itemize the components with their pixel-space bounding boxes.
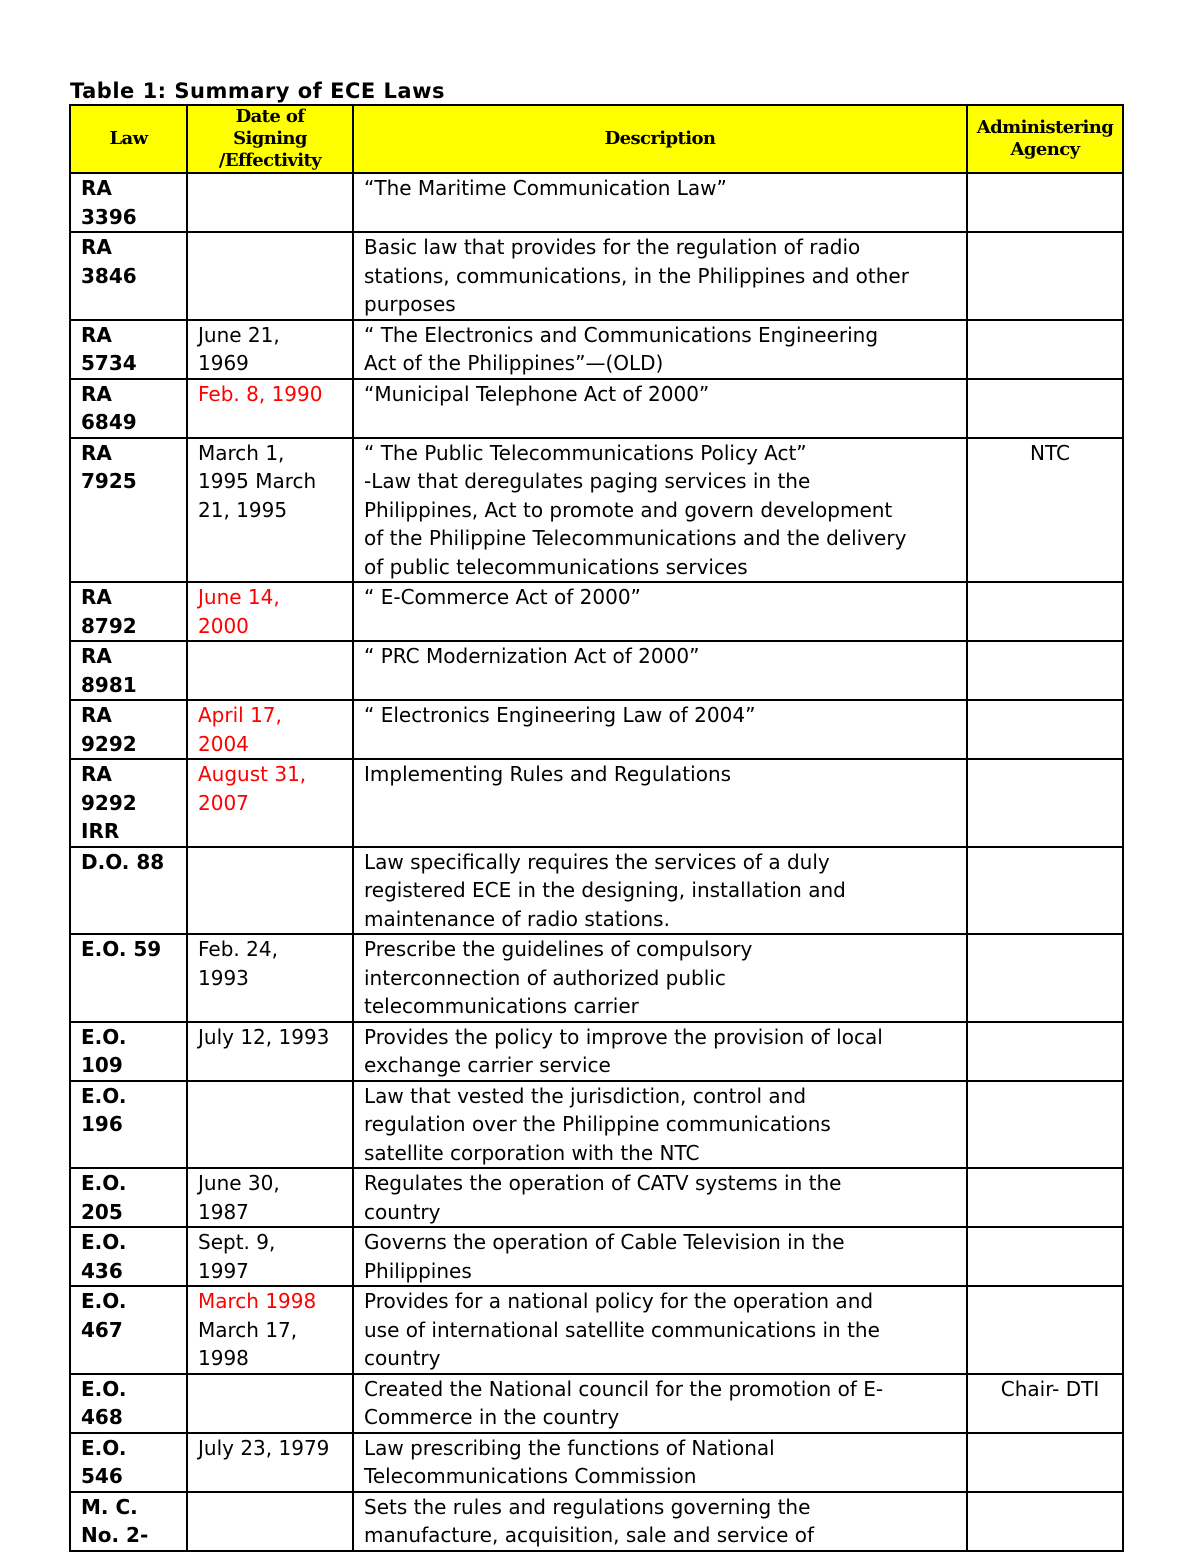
table-title: Table 1: Summary of ECE Laws xyxy=(70,79,445,103)
description-line: Provides the policy to improve the provision of local xyxy=(364,1024,883,1049)
description-cell xyxy=(353,438,967,583)
description-line: “ PRC Modernization Act of 2000” xyxy=(364,644,700,668)
description-line: exchange carrier service xyxy=(364,1053,611,1077)
table-body xyxy=(70,173,1123,1551)
table-row xyxy=(70,1081,1123,1169)
agency-cell xyxy=(967,582,1123,641)
table-row xyxy=(70,1168,1123,1227)
law-code: E.O. xyxy=(81,1435,127,1460)
law-code: RA xyxy=(81,644,112,668)
law-code: IRR xyxy=(81,819,120,843)
law-cell xyxy=(70,1286,187,1374)
date-line: June 30, xyxy=(198,1171,280,1195)
law-cell xyxy=(70,1227,187,1286)
table-row xyxy=(70,1022,1123,1081)
description-cell xyxy=(353,1492,967,1551)
description-line: satellite corporation with the NTC xyxy=(364,1140,700,1165)
description-cell xyxy=(353,1081,967,1169)
date-line: Sept. 9, xyxy=(198,1230,276,1254)
table-row xyxy=(70,641,1123,700)
agency-cell xyxy=(967,1168,1123,1227)
description-cell xyxy=(353,847,967,935)
agency-cell xyxy=(967,320,1123,379)
law-code: 546 xyxy=(81,1464,123,1488)
description-cell xyxy=(353,320,967,379)
header-agency-line: Administering xyxy=(976,117,1114,138)
description-line: Law prescribing the functions of National xyxy=(364,1435,775,1460)
description-line: of the Philippine Telecommunications and the delivery xyxy=(364,526,907,550)
description-line: “The Maritime Communication Law” xyxy=(364,176,727,200)
date-cell xyxy=(187,232,353,320)
law-cell xyxy=(70,582,187,641)
header-date xyxy=(187,105,353,173)
law-code: 468 xyxy=(81,1405,123,1429)
law-code: 9292 xyxy=(81,731,137,756)
agency-cell xyxy=(967,759,1123,847)
description-line: “ The Public Telecommunications Policy Act” xyxy=(364,440,807,465)
date-cell xyxy=(187,1022,353,1081)
agency-cell xyxy=(967,438,1123,583)
date-line: Feb. 24, xyxy=(198,937,278,961)
date-line: 2004 xyxy=(198,731,249,756)
date-cell xyxy=(187,379,353,438)
date-line: 1987 xyxy=(198,1199,249,1224)
date-line: March 17, xyxy=(198,1317,298,1342)
law-code: 436 xyxy=(81,1258,123,1283)
description-cell xyxy=(353,173,967,232)
agency-cell xyxy=(967,173,1123,232)
description-line: “Municipal Telephone Act of 2000” xyxy=(364,381,710,406)
date-line: June 21, xyxy=(198,322,280,347)
law-code: M. C. xyxy=(81,1494,138,1519)
law-code: 3396 xyxy=(81,204,137,229)
agency-cell xyxy=(967,1286,1123,1374)
law-code: 205 xyxy=(81,1199,123,1224)
description-line: purposes xyxy=(364,292,456,316)
date-cell xyxy=(187,934,353,1022)
law-code: RA xyxy=(81,176,112,200)
date-cell xyxy=(187,1374,353,1433)
header-description: Description xyxy=(353,105,967,173)
date-line: 2000 xyxy=(198,613,249,638)
description-line: manufacture, acquisition, sale and service of xyxy=(364,1523,815,1547)
date-cell xyxy=(187,759,353,847)
description-cell xyxy=(353,934,967,1022)
date-line: March 1998 xyxy=(198,1289,317,1313)
table-row xyxy=(70,1433,1123,1492)
agency-name: Chair- DTI xyxy=(1000,1376,1100,1401)
law-code: No. 2- xyxy=(81,1523,149,1547)
description-cell xyxy=(353,641,967,700)
law-code: 5734 xyxy=(81,351,137,375)
table-header-row xyxy=(70,105,1123,173)
header-agency xyxy=(967,105,1123,173)
law-code: RA xyxy=(81,585,112,609)
agency-cell xyxy=(967,1081,1123,1169)
description-cell xyxy=(353,1022,967,1081)
date-cell xyxy=(187,582,353,641)
law-cell xyxy=(70,1374,187,1433)
table-row xyxy=(70,847,1123,935)
description-line: Regulates the operation of CATV systems in the xyxy=(364,1171,842,1195)
description-line: maintenance of radio stations. xyxy=(364,906,670,931)
description-line: Law that vested the jurisdiction, control and xyxy=(364,1083,807,1108)
agency-cell xyxy=(967,1374,1123,1433)
law-cell xyxy=(70,173,187,232)
description-line: telecommunications carrier xyxy=(364,994,639,1018)
law-code: 8981 xyxy=(81,672,137,697)
law-cell xyxy=(70,438,187,583)
law-code: 6849 xyxy=(81,410,137,434)
description-line: of public telecommunications services xyxy=(364,554,748,579)
date-cell xyxy=(187,1168,353,1227)
date-line: August 31, xyxy=(198,762,307,786)
law-code: E.O. xyxy=(81,1024,127,1049)
law-code: 196 xyxy=(81,1112,123,1136)
date-line: March 1, xyxy=(198,440,285,465)
date-line: July 12, 1993 xyxy=(198,1024,330,1049)
agency-cell xyxy=(967,934,1123,1022)
description-cell xyxy=(353,232,967,320)
description-line: “ The Electronics and Communications Engineering xyxy=(364,322,879,347)
description-line: “ Electronics Engineering Law of 2004” xyxy=(364,703,756,727)
law-cell xyxy=(70,379,187,438)
header-agency-line: Agency xyxy=(1010,139,1080,160)
date-cell xyxy=(187,641,353,700)
table-row xyxy=(70,379,1123,438)
description-cell xyxy=(353,759,967,847)
header-law: Law xyxy=(70,105,187,173)
law-code: E.O. xyxy=(81,1171,127,1195)
law-code: RA xyxy=(81,440,112,465)
table-row xyxy=(70,700,1123,759)
agency-cell xyxy=(967,641,1123,700)
agency-cell xyxy=(967,1492,1123,1551)
description-line: Telecommunications Commission xyxy=(364,1464,697,1488)
table-row xyxy=(70,582,1123,641)
law-code: E.O. xyxy=(81,1289,127,1313)
date-cell xyxy=(187,1081,353,1169)
law-code: E.O. 59 xyxy=(81,937,162,961)
law-code: 109 xyxy=(81,1053,123,1077)
description-cell xyxy=(353,582,967,641)
table-row xyxy=(70,438,1123,583)
law-code: E.O. xyxy=(81,1230,127,1254)
agency-cell xyxy=(967,1433,1123,1492)
law-cell xyxy=(70,1022,187,1081)
date-line: 1969 xyxy=(198,351,249,375)
date-cell xyxy=(187,700,353,759)
table-row xyxy=(70,934,1123,1022)
description-cell xyxy=(353,379,967,438)
table-row xyxy=(70,320,1123,379)
ece-laws-table xyxy=(69,104,1124,1552)
description-line: Act of the Philippines”—(OLD) xyxy=(364,351,664,375)
date-line: 2007 xyxy=(198,790,249,815)
law-code: RA xyxy=(81,381,112,406)
law-code: D.O. 88 xyxy=(81,849,165,874)
agency-cell xyxy=(967,232,1123,320)
date-cell xyxy=(187,1433,353,1492)
description-line: registered ECE in the designing, installation and xyxy=(364,878,846,902)
description-line: country xyxy=(364,1346,441,1370)
date-line: July 23, 1979 xyxy=(198,1435,330,1460)
law-code: E.O. xyxy=(81,1376,127,1401)
date-line: Feb. 8, 1990 xyxy=(198,381,323,406)
law-code: RA xyxy=(81,762,112,786)
description-line: Governs the operation of Cable Television in the xyxy=(364,1230,845,1254)
description-line: Philippines xyxy=(364,1258,472,1283)
table-row xyxy=(70,1227,1123,1286)
description-line: Basic law that provides for the regulation of radio xyxy=(364,235,861,259)
law-code: 3846 xyxy=(81,263,137,288)
agency-cell xyxy=(967,1022,1123,1081)
law-cell xyxy=(70,1492,187,1551)
law-cell xyxy=(70,847,187,935)
date-cell xyxy=(187,438,353,583)
description-line: Sets the rules and regulations governing the xyxy=(364,1494,811,1519)
description-cell xyxy=(353,700,967,759)
law-code: 8792 xyxy=(81,613,137,638)
law-cell xyxy=(70,320,187,379)
date-cell xyxy=(187,1286,353,1374)
table-row xyxy=(70,1492,1123,1551)
law-code: 467 xyxy=(81,1317,123,1342)
date-line: April 17, xyxy=(198,703,282,727)
table-row xyxy=(70,173,1123,232)
description-line: country xyxy=(364,1199,441,1224)
description-cell xyxy=(353,1168,967,1227)
agency-cell xyxy=(967,847,1123,935)
date-line: June 14, xyxy=(198,585,280,609)
description-line: Provides for a national policy for the operation and xyxy=(364,1289,874,1313)
date-line: 1993 xyxy=(198,965,249,990)
table-row xyxy=(70,1374,1123,1433)
law-cell xyxy=(70,700,187,759)
law-code: RA xyxy=(81,322,112,347)
date-line: 1997 xyxy=(198,1258,249,1283)
law-cell xyxy=(70,1081,187,1169)
header-date-line: /Effectivity xyxy=(218,150,322,171)
law-cell xyxy=(70,934,187,1022)
date-cell xyxy=(187,320,353,379)
description-line: “ E-Commerce Act of 2000” xyxy=(364,585,641,609)
description-line: stations, communications, in the Philippines and other xyxy=(364,263,909,288)
description-line: Law specifically requires the services of a duly xyxy=(364,849,830,874)
agency-cell xyxy=(967,379,1123,438)
law-code: RA xyxy=(81,235,112,259)
description-line: use of international satellite communications in the xyxy=(364,1317,880,1342)
description-line: Commerce in the country xyxy=(364,1405,620,1429)
date-line: 21, 1995 xyxy=(198,497,288,522)
law-code: RA xyxy=(81,703,112,727)
law-code: E.O. xyxy=(81,1083,127,1108)
description-cell xyxy=(353,1286,967,1374)
date-cell xyxy=(187,1492,353,1551)
table-row xyxy=(70,1286,1123,1374)
date-cell xyxy=(187,847,353,935)
description-line: regulation over the Philippine communications xyxy=(364,1112,831,1136)
header-date-line: Signing xyxy=(233,128,307,149)
table-row xyxy=(70,232,1123,320)
agency-cell xyxy=(967,1227,1123,1286)
law-cell xyxy=(70,759,187,847)
date-line: 1995 March xyxy=(198,469,317,493)
header-date-line: Date of xyxy=(235,106,305,127)
description-cell xyxy=(353,1227,967,1286)
law-code: 7925 xyxy=(81,469,137,493)
law-cell xyxy=(70,232,187,320)
date-line: 1998 xyxy=(198,1346,249,1370)
agency-cell xyxy=(967,700,1123,759)
date-cell xyxy=(187,1227,353,1286)
law-cell xyxy=(70,1433,187,1492)
description-line: interconnection of authorized public xyxy=(364,965,726,990)
description-cell xyxy=(353,1433,967,1492)
table-row xyxy=(70,759,1123,847)
law-cell xyxy=(70,1168,187,1227)
description-line: Implementing Rules and Regulations xyxy=(364,762,732,786)
description-cell xyxy=(353,1374,967,1433)
description-line: Created the National council for the promotion of E- xyxy=(364,1376,884,1401)
description-line: -Law that deregulates paging services in the xyxy=(364,469,811,493)
description-line: Prescribe the guidelines of compulsory xyxy=(364,937,753,961)
law-code: 9292 xyxy=(81,790,137,815)
description-line: Philippines, Act to promote and govern development xyxy=(364,497,893,522)
date-cell xyxy=(187,173,353,232)
law-cell xyxy=(70,641,187,700)
agency-name: NTC xyxy=(1030,440,1070,465)
